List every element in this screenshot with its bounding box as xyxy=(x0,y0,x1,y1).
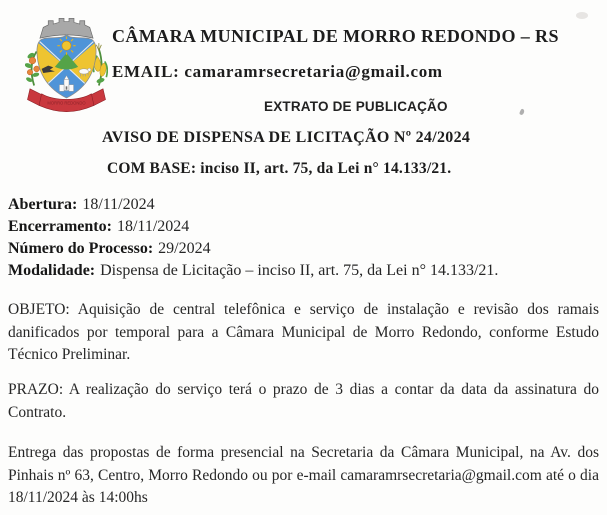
coat-of-arms-logo xyxy=(25,14,108,118)
field-numero-processo xyxy=(8,238,498,260)
legal-base-line: COM BASE: inciso II, art. 75, da Lei n° 14.133/21. xyxy=(107,160,452,177)
org-name: CÂMARA MUNICIPAL DE MORRO REDONDO – RS xyxy=(112,26,559,46)
shield-icon xyxy=(30,29,103,104)
section-label: EXTRATO DE PUBLICAÇÃO xyxy=(264,99,448,114)
field-value: 18/11/2024 xyxy=(82,196,155,213)
org-email: EMAIL: camaramrsecretaria@gmail.com xyxy=(112,62,443,81)
field-value: 29/2024 xyxy=(158,240,211,257)
paragraph-entrega: Entrega das propostas de forma presencial na Secretaria da Câmara Municipal, na Av. dos Pinhais nº 63, Centro, Morro Redondo ou por e-mail camaramrsecretaria@gmail.com até o dia 18/11/2024 às 14:00hs xyxy=(8,444,599,506)
field-label: Modalidade: xyxy=(8,262,96,279)
field-label: Abertura: xyxy=(8,196,78,213)
scan-speck xyxy=(519,108,525,115)
process-fields xyxy=(8,194,498,282)
field-encerramento xyxy=(8,216,498,238)
paragraph-prazo: PRAZO: A realização do serviço terá o prazo de 3 dias a contar da data da assinatura do Contrato. xyxy=(8,381,599,421)
document-title: AVISO DE DISPENSA DE LICITAÇÃO Nº 24/2024 xyxy=(102,129,471,146)
ribbon-text: MORRO REDONDO xyxy=(47,100,86,106)
field-value: Dispensa de Licitação – inciso II, art. 75, da Lei n° 14.133/21. xyxy=(100,262,499,279)
scan-speck xyxy=(576,12,588,19)
field-value: 18/11/2024 xyxy=(116,218,190,235)
field-label: Número do Processo: xyxy=(8,240,154,257)
paragraph-objeto: OBJETO: Aquisição de central telefônica e serviço de instalação e revisão dos ramais danificados por temporal para a Câmara Municipal de Morro Redondo, conforme Estudo Técnico Preliminar. xyxy=(8,301,599,363)
field-label: Encerramento: xyxy=(8,218,112,235)
field-modalidade xyxy=(8,260,498,282)
field-abertura xyxy=(8,194,498,216)
